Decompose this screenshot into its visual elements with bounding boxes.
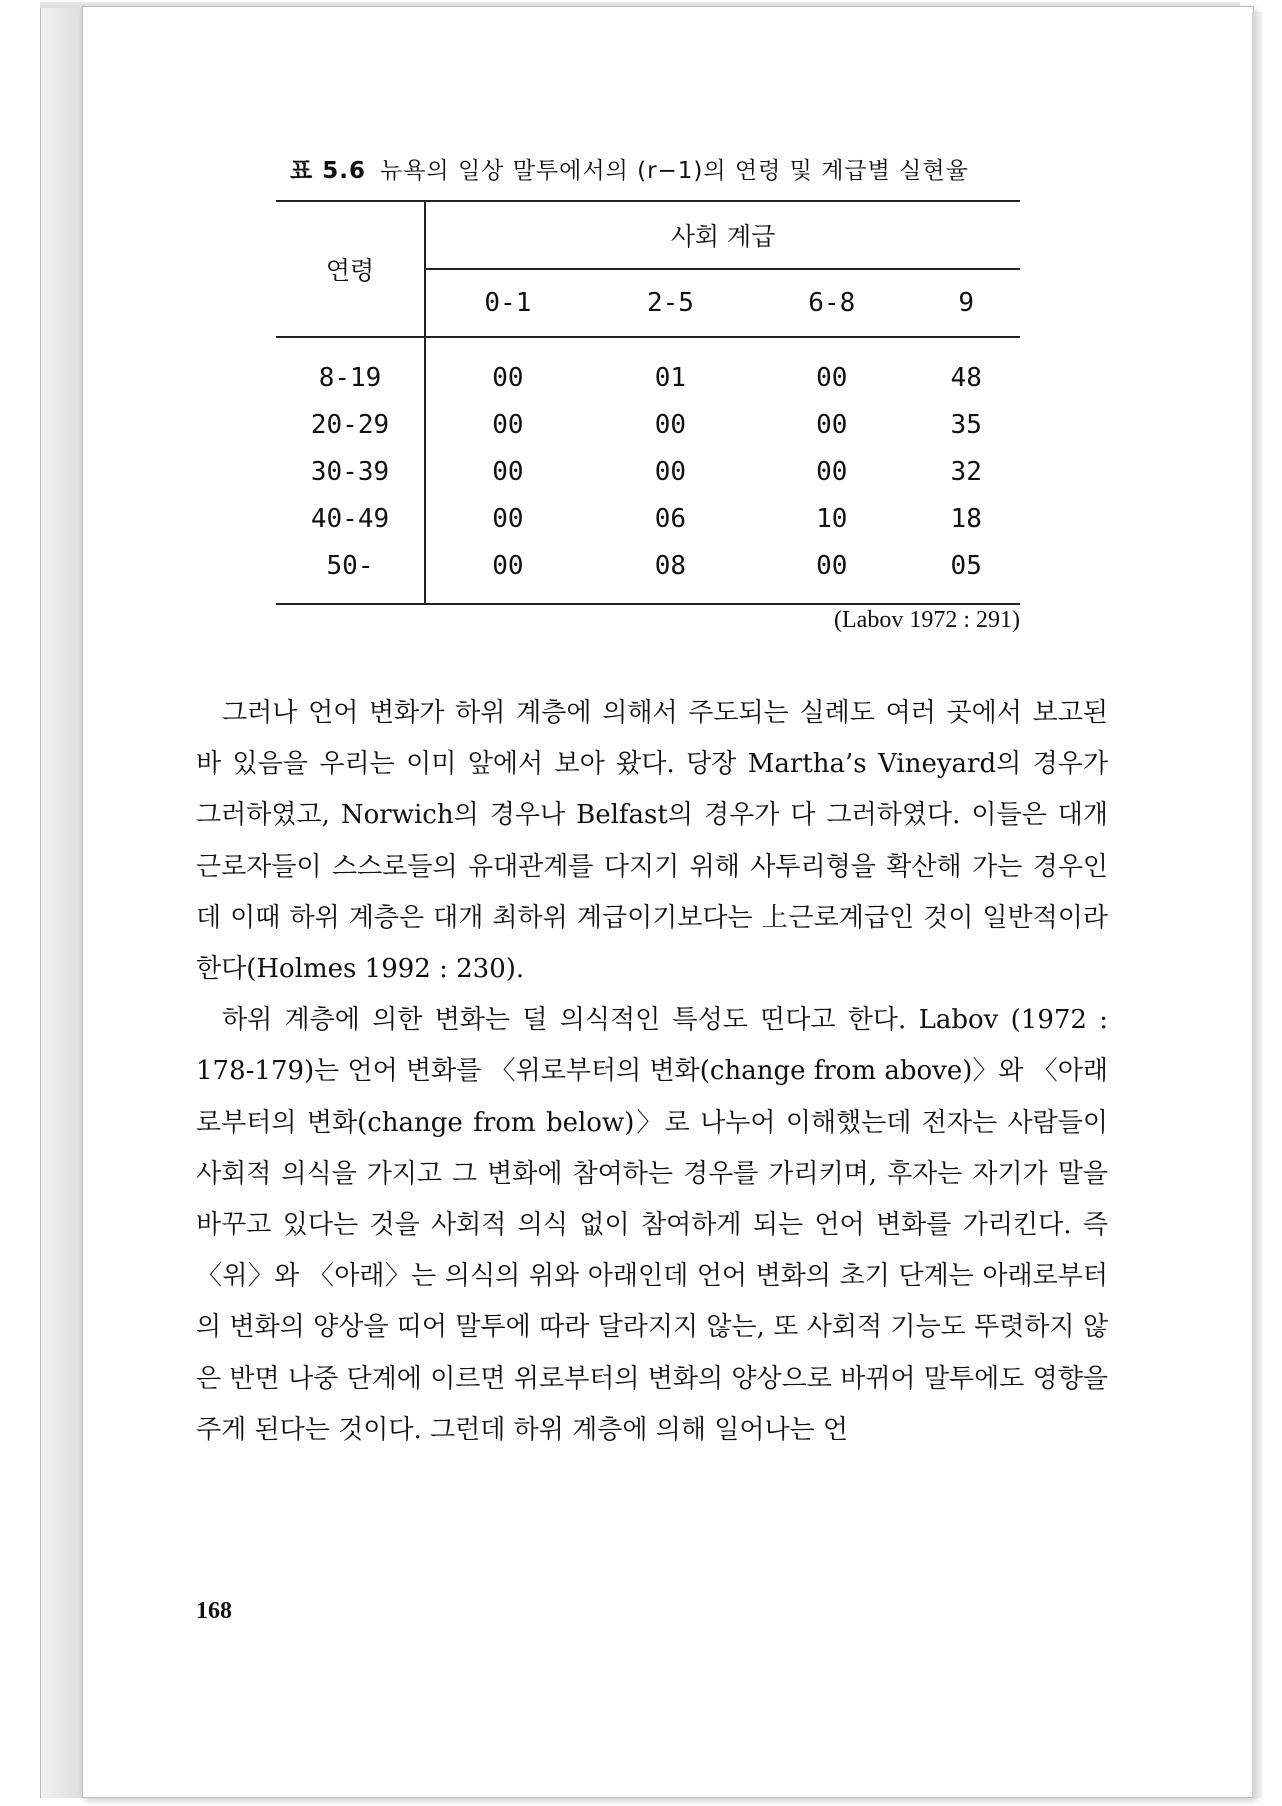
value-cell: 00 <box>492 550 524 581</box>
data-table <box>276 200 1020 605</box>
value-cell: 35 <box>950 409 982 440</box>
table-row <box>276 495 1020 542</box>
value-cell: 00 <box>492 409 524 440</box>
body-text <box>196 688 1108 1456</box>
table-caption-text: 뉴욕의 일상 말투에서의 (r−1)의 연령 및 계급별 실현율 <box>379 158 969 184</box>
column-header: 9 <box>958 288 975 318</box>
value-cell: 00 <box>816 362 848 393</box>
value-cell: 00 <box>654 456 687 487</box>
page-shadow <box>1252 12 1262 1798</box>
table-row <box>276 401 1020 448</box>
value-cell: 00 <box>816 456 848 487</box>
age-cell: 20-29 <box>276 401 425 448</box>
table-row <box>276 448 1020 495</box>
value-cell: 00 <box>654 409 687 440</box>
value-cell: 06 <box>654 503 687 534</box>
value-cell: 10 <box>816 503 848 534</box>
age-cell: 50- <box>276 542 425 604</box>
age-cell: 30-39 <box>276 448 425 495</box>
value-cell: 01 <box>654 362 687 393</box>
value-cell: 32 <box>950 456 982 487</box>
value-cell: 08 <box>654 550 687 581</box>
value-cell: 00 <box>492 362 524 393</box>
table-row <box>276 542 1020 604</box>
value-cell: 00 <box>492 456 524 487</box>
column-header: 2-5 <box>646 288 694 318</box>
age-cell: 40-49 <box>276 495 425 542</box>
age-cell: 8-19 <box>276 337 425 401</box>
value-cell: 00 <box>492 503 524 534</box>
value-cell: 00 <box>816 550 848 581</box>
value-cell: 05 <box>950 550 982 581</box>
table-caption-number: 표 5.6 <box>290 158 366 184</box>
table-row <box>276 337 1020 401</box>
column-header: 0-1 <box>484 288 532 318</box>
table-caption <box>290 152 1050 185</box>
paragraph: 그러나 언어 변화가 하위 계층에 의해서 주도되는 실례도 여러 곳에서 보고된 바 있음을 우리는 이미 앞에서 보아 왔다. 당장 Martha’s Vineyard의 경우가 그러하였고, Norwich의 경우나 Belfast의 경우가 다 그러하였다. 이들은 대개 근로자들이 스스로들의 유대관계를 다지기 위해 사투리형을 확산해 가는 경우인데 이때 하위 계층은 대개 최하위 계급이기보다는 上근로계급인 것이 일반적이라 한다(Holmes 1992 : 230). <box>196 698 1108 985</box>
value-cell: 18 <box>950 503 982 534</box>
value-cell: 48 <box>950 362 982 393</box>
row-header-age: 연령 <box>276 201 425 337</box>
value-cell: 00 <box>816 409 848 440</box>
column-group-header: 사회 계급 <box>425 201 1020 269</box>
table-source: (Labov 1972 : 291) <box>834 607 1020 633</box>
page-number: 168 <box>196 1598 232 1624</box>
column-header: 6-8 <box>808 288 856 318</box>
paragraph: 하위 계층에 의한 변화는 덜 의식적인 특성도 띤다고 한다. Labov (1972 : 178-179)는 언어 변화를 〈위로부터의 변화(change from above)〉와 〈아래로부터의 변화(change from below)〉로 나누어 이해했는데 전자는 사람들이 사회적 의식을 가지고 그 변화에 참여하는 경우를 가리키며, 후자는 자기가 말을 바꾸고 있다는 것을 사회적 의식 없이 참여하게 되는 언어 변화를 가리킨다. 즉 〈위〉와 〈아래〉는 의식의 위와 아래인데 언어 변화의 초기 단계는 아래로부터의 변화의 양상을 띠어 말투에 따라 달라지지 않는, 또 사회적 기능도 뚜렷하지 않은 반면 나중 단계에 이르면 위로부터의 변화의 양상으로 바뀌어 말투에도 영향을 주게 된다는 것이다. 그런데 하위 계층에 의해 일어나는 언 <box>196 1005 1108 1445</box>
